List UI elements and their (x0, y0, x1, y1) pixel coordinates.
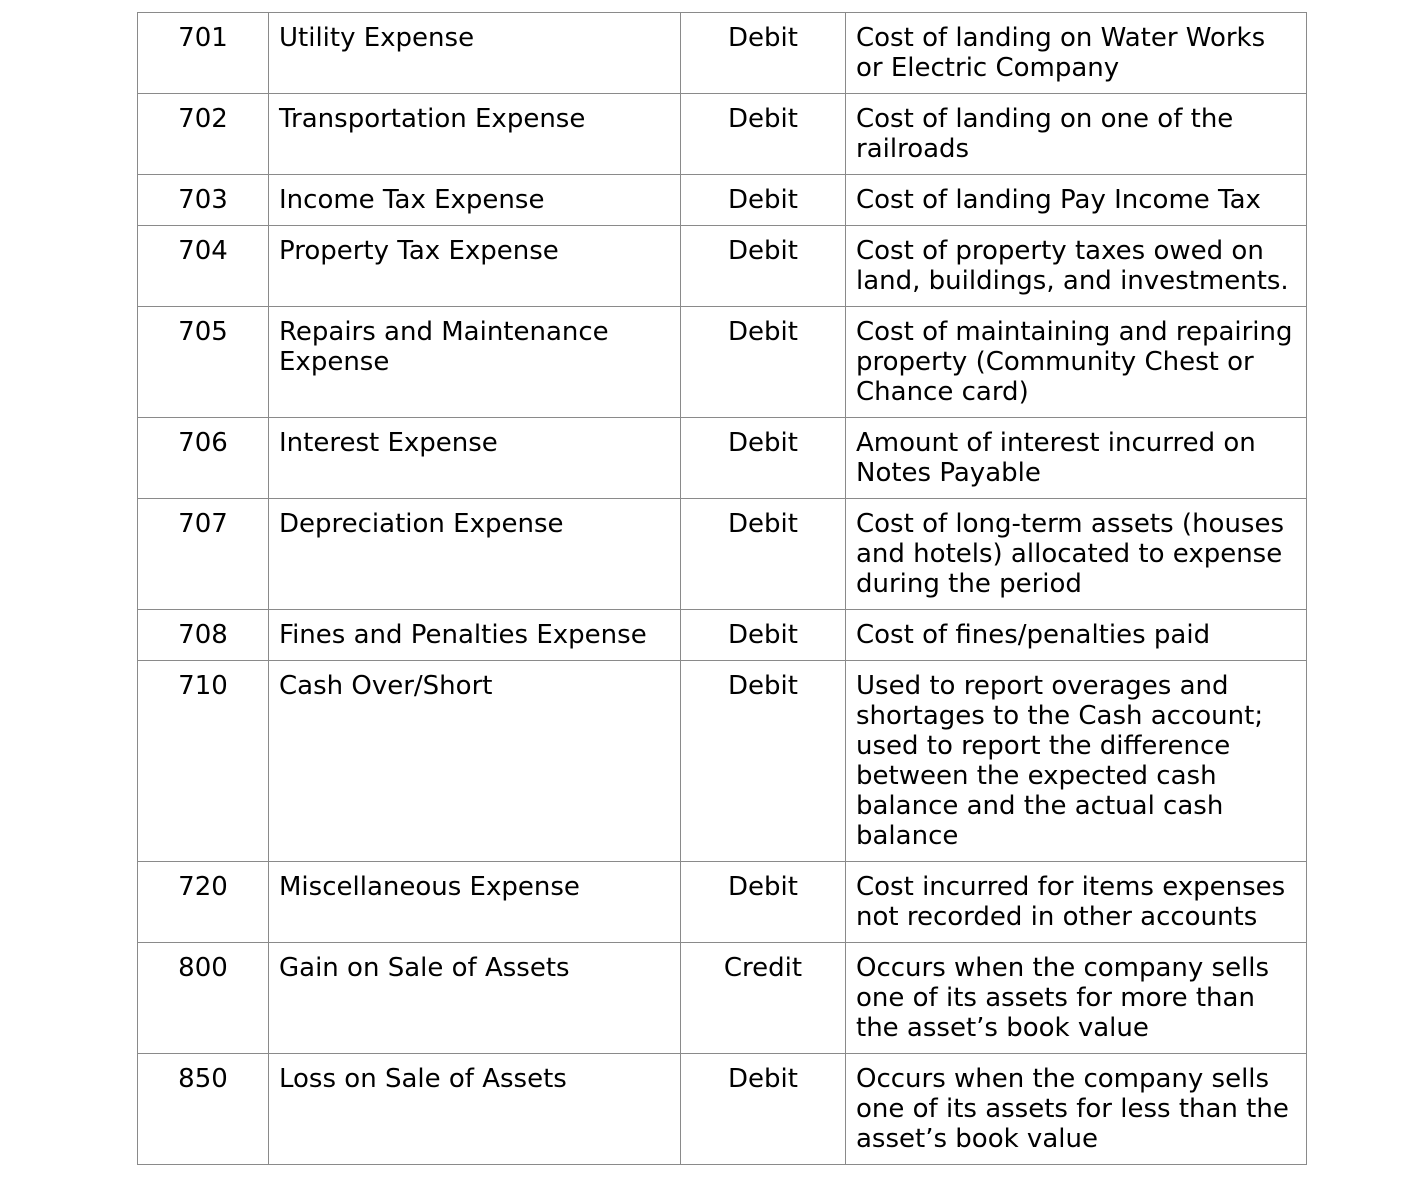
table-row (138, 610, 1307, 661)
table-row (138, 307, 1307, 418)
table-row (138, 94, 1307, 175)
account-name: Loss on Sale of Assets (269, 1054, 681, 1165)
account-name: Fines and Penalties Expense (269, 610, 681, 661)
normal-balance: Debit (681, 610, 846, 661)
account-name: Repairs and Maintenance Expense (269, 307, 681, 418)
account-number: 706 (138, 418, 269, 499)
account-name: Property Tax Expense (269, 226, 681, 307)
account-name: Utility Expense (269, 13, 681, 94)
account-description: Cost of landing on Water Works or Electric Company (846, 13, 1307, 94)
account-description: Cost of fines/penalties paid (846, 610, 1307, 661)
normal-balance: Debit (681, 1054, 846, 1165)
account-number: 800 (138, 943, 269, 1054)
account-description: Cost incurred for items expenses not recorded in other accounts (846, 862, 1307, 943)
table-row (138, 862, 1307, 943)
account-description: Amount of interest incurred on Notes Payable (846, 418, 1307, 499)
table-row (138, 226, 1307, 307)
account-number: 704 (138, 226, 269, 307)
account-name: Depreciation Expense (269, 499, 681, 610)
account-number: 708 (138, 610, 269, 661)
account-description: Cost of landing on one of the railroads (846, 94, 1307, 175)
normal-balance: Debit (681, 307, 846, 418)
table-row (138, 13, 1307, 94)
account-name: Income Tax Expense (269, 175, 681, 226)
account-number: 701 (138, 13, 269, 94)
account-description: Cost of property taxes owed on land, buildings, and investments. (846, 226, 1307, 307)
table-row (138, 661, 1307, 862)
table-row (138, 499, 1307, 610)
normal-balance: Debit (681, 499, 846, 610)
normal-balance: Debit (681, 13, 846, 94)
table-row (138, 943, 1307, 1054)
normal-balance: Debit (681, 661, 846, 862)
chart-of-accounts-table (137, 12, 1307, 1165)
account-description: Cost of maintaining and repairing property (Community Chest or Chance card) (846, 307, 1307, 418)
normal-balance: Debit (681, 94, 846, 175)
normal-balance: Debit (681, 175, 846, 226)
account-description: Occurs when the company sells one of its assets for less than the asset’s book value (846, 1054, 1307, 1165)
account-number: 707 (138, 499, 269, 610)
table-body (138, 13, 1307, 1165)
normal-balance: Debit (681, 862, 846, 943)
normal-balance: Credit (681, 943, 846, 1054)
account-name: Gain on Sale of Assets (269, 943, 681, 1054)
account-name: Miscellaneous Expense (269, 862, 681, 943)
account-description: Occurs when the company sells one of its assets for more than the asset’s book value (846, 943, 1307, 1054)
account-name: Interest Expense (269, 418, 681, 499)
account-number: 703 (138, 175, 269, 226)
account-name: Cash Over/Short (269, 661, 681, 862)
account-description: Cost of long-term assets (houses and hotels) allocated to expense during the period (846, 499, 1307, 610)
account-description: Used to report overages and shortages to the Cash account; used to report the difference between the expected cash balance and the actual cash balance (846, 661, 1307, 862)
account-number: 720 (138, 862, 269, 943)
table-row (138, 175, 1307, 226)
account-number: 702 (138, 94, 269, 175)
normal-balance: Debit (681, 226, 846, 307)
table-row (138, 418, 1307, 499)
account-name: Transportation Expense (269, 94, 681, 175)
table-row (138, 1054, 1307, 1165)
normal-balance: Debit (681, 418, 846, 499)
account-number: 710 (138, 661, 269, 862)
account-number: 850 (138, 1054, 269, 1165)
account-number: 705 (138, 307, 269, 418)
account-description: Cost of landing Pay Income Tax (846, 175, 1307, 226)
